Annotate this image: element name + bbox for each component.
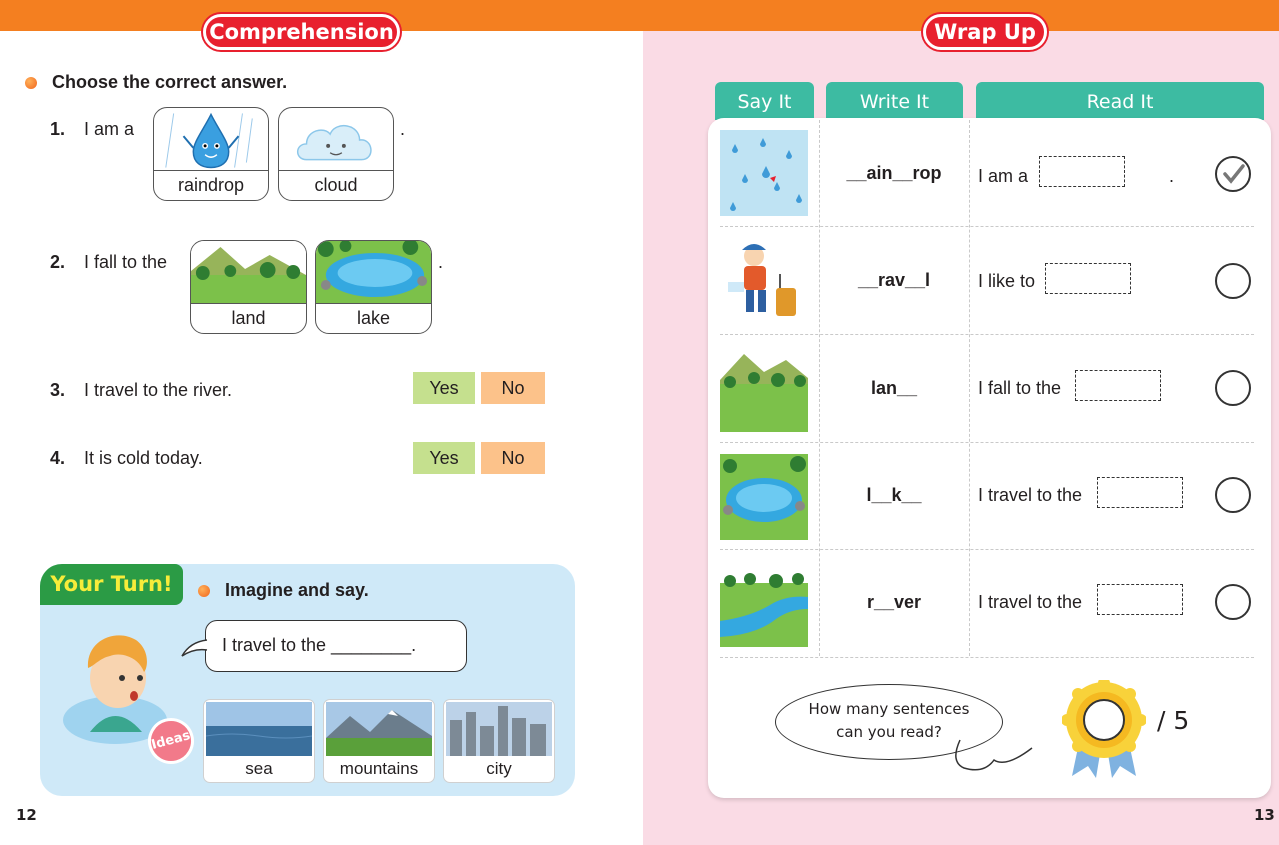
instruction (25, 72, 287, 93)
question-end: . (400, 119, 406, 139)
no-button[interactable]: No (481, 372, 545, 404)
answer-blank[interactable] (1039, 156, 1125, 187)
yes-button[interactable]: Yes (413, 442, 475, 474)
question-text: I am a (84, 119, 135, 139)
column-say-it: Say It (715, 82, 814, 120)
sentence: I am a (978, 166, 1029, 186)
idea-label: city (486, 759, 512, 778)
question-2 (50, 252, 167, 273)
question-number: 1. (50, 119, 66, 139)
lake-icon (316, 241, 431, 303)
idea-label: sea (245, 759, 273, 778)
word-blank: l__k__ (866, 485, 922, 505)
yes-button[interactable]: Yes (413, 372, 475, 404)
question-1 (50, 119, 134, 140)
idea-card-city[interactable] (444, 700, 554, 782)
question-text: I travel to the river. (84, 380, 233, 400)
answer-blank[interactable] (1045, 263, 1131, 294)
instruction-text: Choose the correct answer. (52, 72, 288, 92)
answer-blank[interactable] (1097, 477, 1183, 508)
choice-label: land (191, 303, 306, 333)
check-circle[interactable] (1215, 156, 1251, 192)
column-read-it: Read It (976, 82, 1264, 120)
idea-card-sea[interactable] (204, 700, 314, 782)
question-4 (50, 448, 203, 469)
city-icon (446, 702, 552, 756)
choice-cloud[interactable] (278, 107, 394, 201)
section-title-comprehension: Comprehension (203, 14, 400, 50)
speech-bubble: I travel to the ________. (205, 620, 467, 672)
answer-blank[interactable] (1097, 584, 1183, 615)
your-turn-tab: Your Turn! (40, 564, 183, 605)
check-circle[interactable] (1215, 584, 1251, 620)
rain-icon (720, 130, 808, 216)
top-band (0, 0, 1279, 31)
bubble-tail (180, 636, 208, 660)
question-line: can you read? (836, 723, 942, 741)
bullet-icon (198, 585, 210, 597)
instruction-text: Imagine and say. (225, 580, 369, 600)
page-number: 12 (16, 806, 37, 824)
question-text: I fall to the (84, 252, 168, 272)
question-3 (50, 380, 232, 401)
question-text: It is cold today. (84, 448, 203, 468)
check-circle[interactable] (1215, 370, 1251, 406)
question-line: How many sentences (808, 700, 970, 718)
divider (720, 657, 1254, 658)
word-blank: lan__ (870, 378, 918, 398)
sentence-end: . (1169, 166, 1175, 186)
score-label: / 5 (1157, 706, 1190, 735)
divider (720, 334, 1254, 335)
lake-icon (720, 454, 808, 540)
divider (720, 226, 1254, 227)
award-rosette-icon (1062, 680, 1146, 778)
check-circle[interactable] (1215, 477, 1251, 513)
word-blank: __rav__l (857, 270, 931, 290)
land-icon (720, 346, 808, 432)
bubble-tail (944, 738, 1036, 778)
question-number: 2. (50, 252, 66, 272)
check-circle[interactable] (1215, 263, 1251, 299)
answer-blank[interactable] (1075, 370, 1161, 401)
divider (969, 120, 970, 656)
question-number: 3. (50, 380, 66, 400)
divider (720, 549, 1254, 550)
checkmark-icon (1217, 158, 1249, 190)
question-number: 4. (50, 448, 66, 468)
river-icon (720, 561, 808, 647)
choice-label: lake (316, 303, 431, 333)
no-button[interactable]: No (481, 442, 545, 474)
land-icon (191, 241, 306, 303)
traveler-icon (720, 238, 808, 324)
choice-label: raindrop (154, 170, 268, 200)
ideas-badge: Ideas (143, 713, 199, 769)
choice-lake[interactable] (315, 240, 432, 334)
sentence: I travel to the (978, 592, 1083, 612)
choice-label: cloud (279, 170, 393, 200)
mountains-icon (326, 702, 432, 756)
sentence: I like to (978, 271, 1036, 291)
choice-raindrop[interactable] (153, 107, 269, 201)
page-number: 13 (1254, 806, 1275, 824)
column-write-it: Write It (826, 82, 963, 120)
sea-icon (206, 702, 312, 756)
section-title-wrap-up: Wrap Up (923, 14, 1047, 50)
word-blank: __ain__rop (846, 163, 942, 183)
choice-land[interactable] (190, 240, 307, 334)
divider (720, 442, 1254, 443)
question-end: . (438, 252, 444, 272)
cloud-icon (279, 108, 393, 172)
your-turn-instruction (198, 580, 369, 601)
sentence: I fall to the (978, 378, 1062, 398)
bullet-icon (25, 77, 37, 89)
raindrop-icon (154, 108, 268, 172)
sentence: I travel to the (978, 485, 1083, 505)
idea-label: mountains (339, 759, 419, 778)
idea-card-mountains[interactable] (324, 700, 434, 782)
word-blank: r__ver (866, 592, 922, 612)
